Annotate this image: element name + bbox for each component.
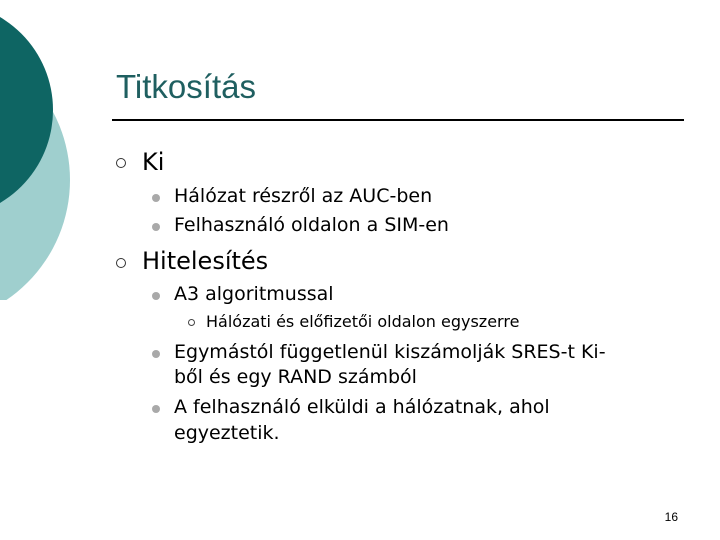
section-heading-hitelesites: Hitelesítés (142, 247, 269, 275)
level2-bullet (152, 350, 160, 358)
bullet-text-line2: egyeztetik. (174, 422, 280, 444)
bullet-text-line1: A felhasználó elküldi a hálózatnak, ahol (174, 396, 550, 418)
bullet-text: Hálózat részről az AUC-ben (174, 185, 433, 207)
level2-bullet (152, 223, 160, 231)
level3-bullet (188, 319, 195, 326)
bullet-text: A3 algoritmussal (174, 283, 334, 305)
bullet-text-line1: Egymástól függetlenül kiszámolják SRES-t Ki- (174, 341, 606, 363)
level2-bullet (152, 405, 160, 413)
title-underline (112, 119, 684, 121)
bullet-text-line2: ből és egy RAND számból (174, 366, 417, 388)
level2-bullet (152, 194, 160, 202)
bullet-text: Felhasználó oldalon a SIM-en (174, 214, 449, 236)
decorative-circles (0, 0, 120, 300)
section-heading-ki: Ki (142, 148, 165, 176)
level1-bullet (116, 158, 126, 168)
level1-bullet (116, 258, 126, 268)
page-number: 16 (664, 510, 678, 524)
sub-bullet-text: Hálózati és előfizetői oldalon egyszerre (206, 312, 520, 331)
slide-title: Titkosítás (116, 68, 256, 105)
level2-bullet (152, 292, 160, 300)
